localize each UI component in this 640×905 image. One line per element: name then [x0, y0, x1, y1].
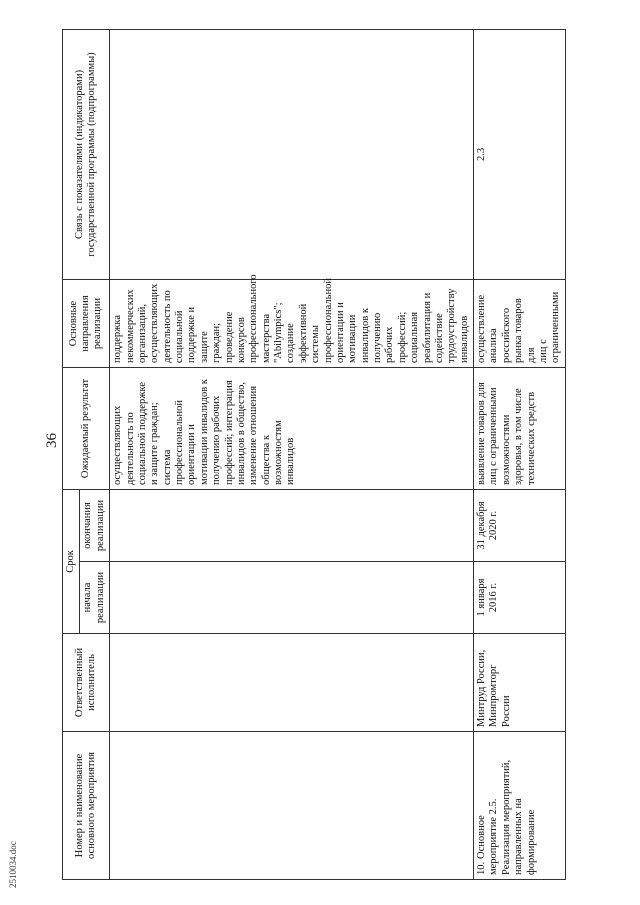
cell-text: осуществление анализа российского рынка товаров для лиц с ограниченными [476, 291, 562, 363]
cell-measure [474, 732, 566, 880]
cell-text: осуществляющих деятельность по социальной поддержке и защите граждан; система профессиональной ориентации и мотивации инвалидов к получению рабочих профессий; интеграция инвалидов в общество, изменение отношения общества к возможностям инвалидов [112, 379, 297, 485]
header-end: окончания реализации [80, 489, 110, 561]
cell-text: 1 января 2016 г. [476, 578, 500, 617]
header-start: начала реализации [80, 562, 110, 634]
cell-text: Минтруд России, Минпромторг России [476, 649, 512, 727]
cell-text: Основное мероприятие 2.5. Реализация мероприятий, направленных на формирование [476, 759, 537, 875]
cell-text: 31 декабря 2020 г. [476, 501, 500, 550]
cell-start [474, 562, 566, 634]
cell-executor [474, 634, 566, 732]
cell-text: выявление товаров для лиц с ограниченными возможностями здоровья, в том числе технических средств [476, 382, 537, 485]
cell-result [110, 367, 474, 489]
header-executor: Ответственный исполнитель [63, 634, 110, 732]
table-row [110, 29, 474, 879]
header-term: Срок [63, 489, 80, 633]
cell-link [474, 29, 566, 279]
cell-text: поддержка некоммерческих организаций, осуществляющих деятельность по социальной поддержке и защите граждан; проведение конкурсов профессионального мастерства "Abilympics"; создание эффективной системы профессиональной ориентации и мотивации инвалидов к получению рабочих профессий; социальная реабилитация и содействие трудоустройству инвалидов [112, 274, 470, 363]
cell-link [110, 29, 474, 279]
cell-end [474, 489, 566, 561]
table-header-row [63, 29, 80, 879]
row-number: 10. [476, 861, 487, 875]
table-row [474, 29, 566, 879]
program-measures-table [62, 29, 566, 880]
page-number: 36 [44, 433, 60, 448]
header-link: Связь с показателями (индикаторами) государственной программы (подпрограммы) [63, 29, 110, 279]
cell-start [110, 562, 474, 634]
cell-measure [110, 732, 474, 880]
footer-document-code: 2510034.doc [8, 841, 18, 888]
rotated-page-content [62, 30, 592, 880]
header-directions: Основные направления реализации [63, 279, 110, 367]
header-result: Ожидаемый результат [63, 367, 110, 489]
cell-text: 2.3 [476, 147, 487, 162]
cell-end [110, 489, 474, 561]
cell-executor [110, 634, 474, 732]
cell-directions [474, 279, 566, 367]
cell-result [474, 367, 566, 489]
cell-directions [110, 274, 474, 367]
header-measure: Номер и наименование основного мероприятия [63, 732, 110, 880]
